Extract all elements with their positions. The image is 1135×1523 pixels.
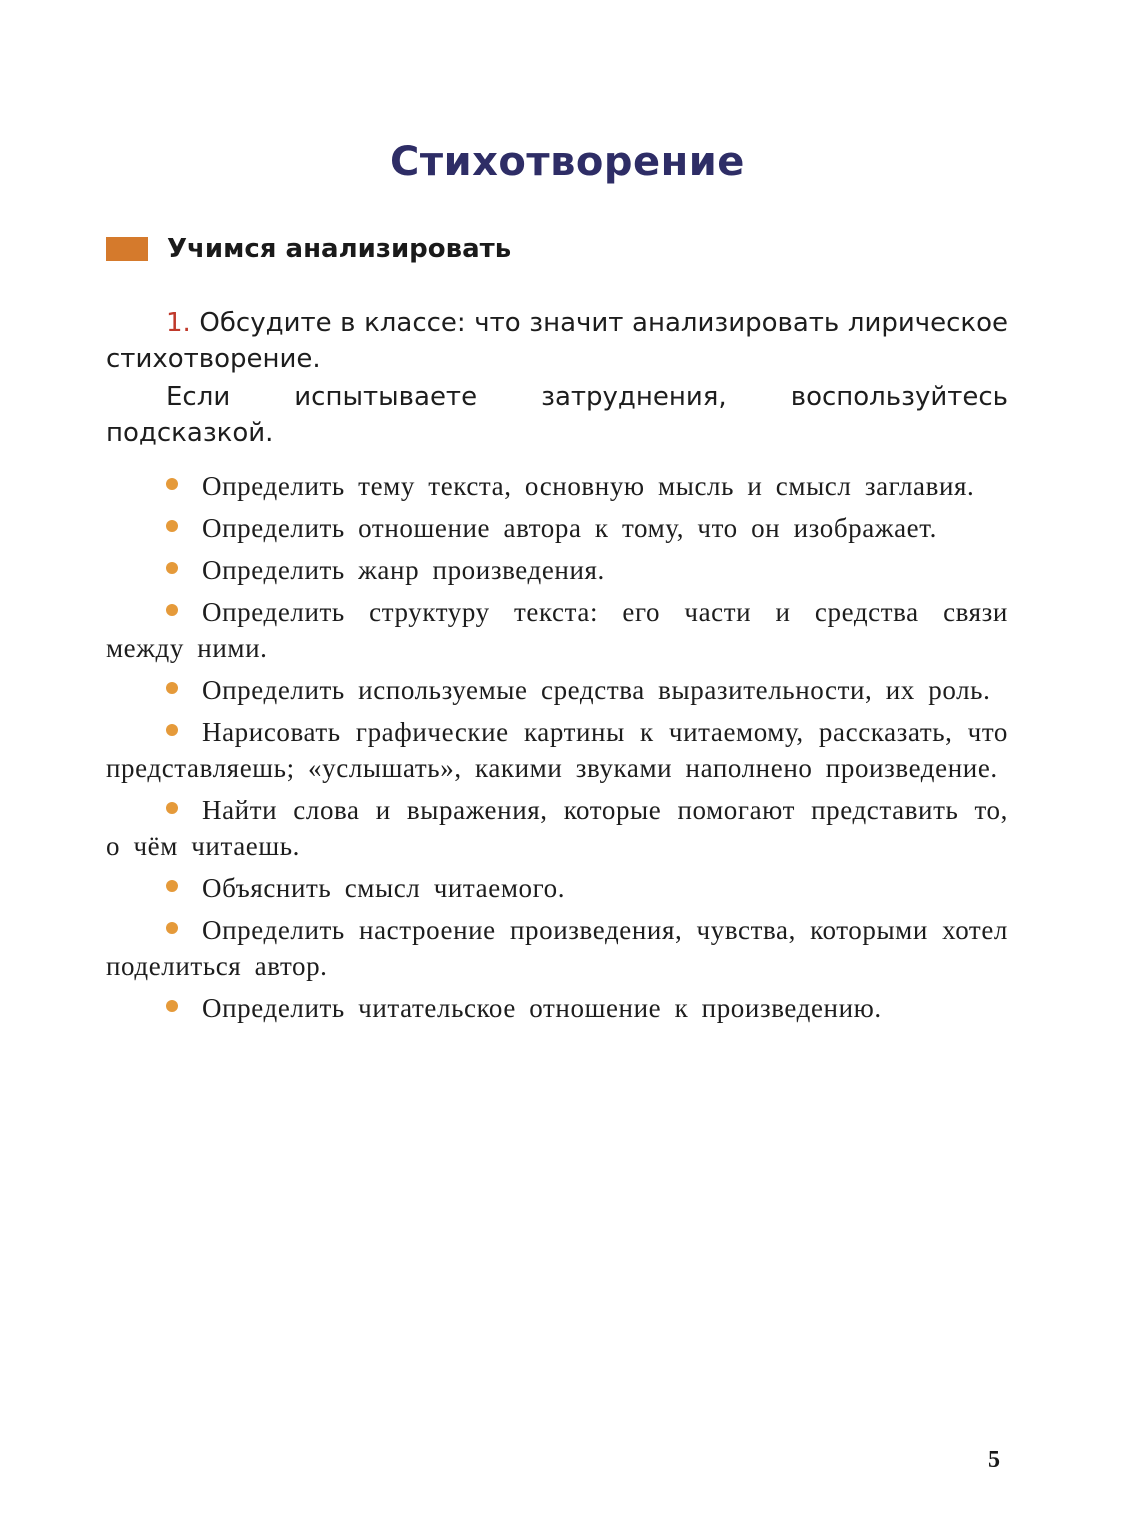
hint-text: Определить читательское отношение к произведению. bbox=[202, 993, 882, 1023]
bullet-icon bbox=[166, 724, 178, 736]
hint-text: Объяснить смысл читаемого. bbox=[202, 873, 566, 903]
hint-item bbox=[106, 468, 1008, 504]
hint-text: Определить тему текста, основную мысль и смысл заглавия. bbox=[202, 471, 975, 501]
section-heading bbox=[106, 234, 511, 264]
page-number: 5 bbox=[988, 1447, 1000, 1473]
task-text: Обсудите в классе: что значит анализировать лирическое стихотворение. bbox=[106, 308, 1009, 374]
hint-item bbox=[106, 714, 1008, 786]
task-block bbox=[106, 305, 1008, 451]
hint-item bbox=[106, 552, 1008, 588]
hint-text: Определить настроение произведения, чувства, которыми хотел поделиться автор. bbox=[106, 915, 1008, 981]
page-title: Стихотворение bbox=[390, 138, 745, 185]
bullet-icon bbox=[166, 1000, 178, 1012]
task-number: 1. bbox=[166, 308, 191, 338]
hint-item bbox=[106, 510, 1008, 546]
bullet-icon bbox=[166, 922, 178, 934]
bullet-icon bbox=[166, 478, 178, 490]
task-hint-intro: Если испытываете затруднения, воспользуйтесь подсказкой. bbox=[106, 382, 1008, 448]
hint-text: Определить отношение автора к тому, что он изображает. bbox=[202, 513, 937, 543]
hint-item bbox=[106, 594, 1008, 666]
hint-item bbox=[106, 672, 1008, 708]
hint-item bbox=[106, 912, 1008, 984]
hint-text: Определить структуру текста: его части и средства связи между ними. bbox=[106, 597, 1008, 663]
section-marker-icon bbox=[106, 237, 148, 261]
bullet-icon bbox=[166, 880, 178, 892]
hint-item bbox=[106, 792, 1008, 864]
hint-text: Найти слова и выражения, которые помогают представить то, о чём читаешь. bbox=[106, 795, 1008, 861]
bullet-icon bbox=[166, 562, 178, 574]
hint-list bbox=[106, 468, 1008, 1032]
bullet-icon bbox=[166, 520, 178, 532]
hint-text: Определить жанр произведения. bbox=[202, 555, 605, 585]
hint-item bbox=[106, 870, 1008, 906]
bullet-icon bbox=[166, 682, 178, 694]
hint-item bbox=[106, 990, 1008, 1026]
bullet-icon bbox=[166, 604, 178, 616]
section-title: Учимся анализировать bbox=[167, 234, 512, 264]
bullet-icon bbox=[166, 802, 178, 814]
hint-text: Нарисовать графические картины к читаемому, рассказать, что представляешь; «услышать», какими звуками наполнено произведение. bbox=[106, 717, 1008, 783]
hint-text: Определить используемые средства выразительности, их роль. bbox=[202, 675, 991, 705]
task-question bbox=[106, 305, 1008, 377]
